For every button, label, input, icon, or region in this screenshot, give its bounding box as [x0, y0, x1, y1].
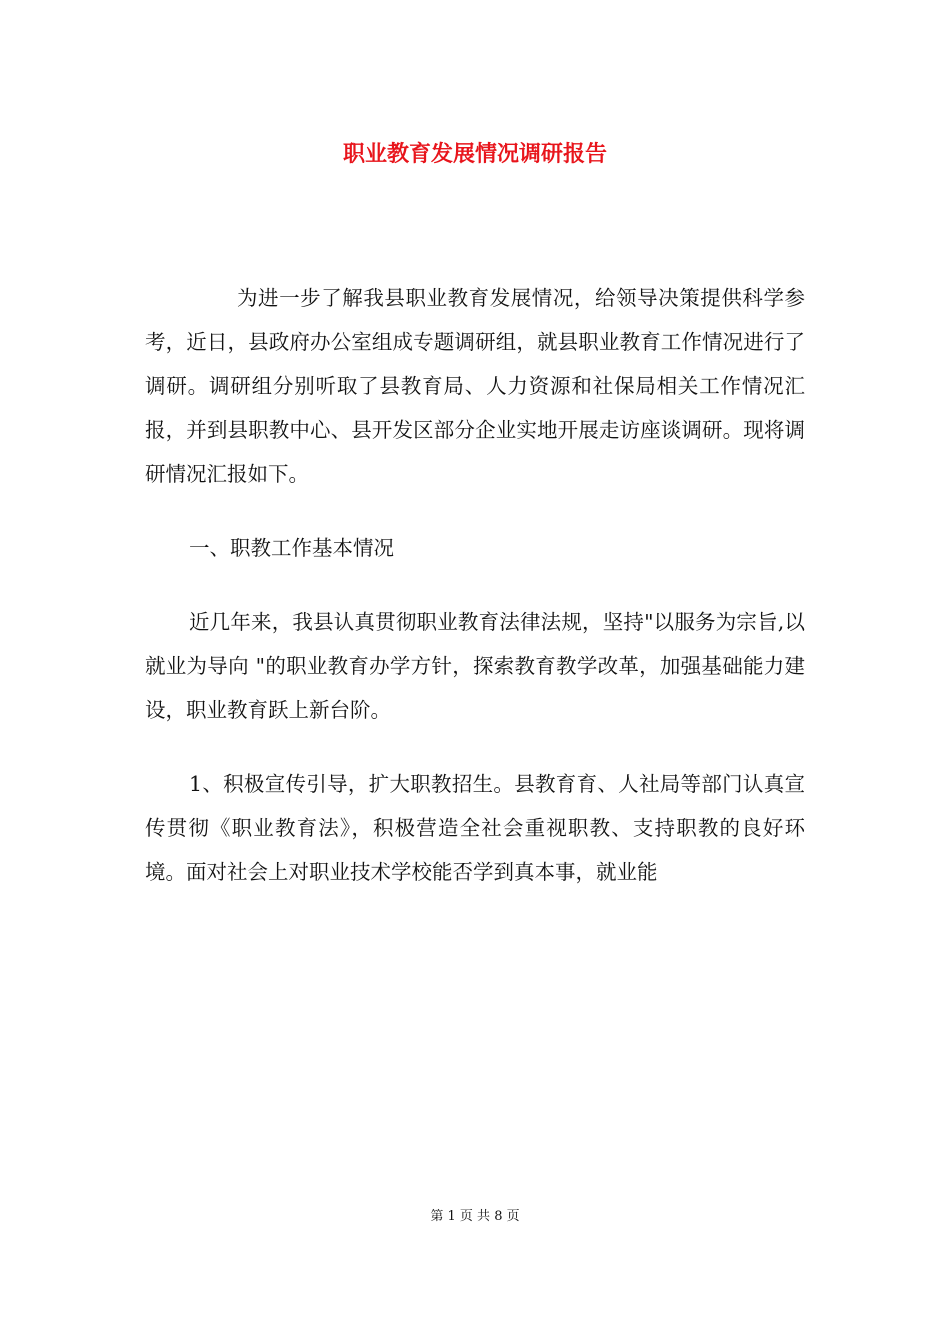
- paragraph-overview: 近几年来，我县认真贯彻职业教育法律法规，坚持"以服务为宗旨,以就业为导向 "的职业教育办学方针，探索教育教学改革，加强基础能力建设，职业教育跃上新台阶。: [145, 610, 805, 722]
- document-title: 职业教育发展情况调研报告: [342, 141, 607, 167]
- page-number-footer: 第 1 页 共 8 页: [430, 1209, 520, 1224]
- paragraph-intro: 为进一步了解我县职业教育发展情况，给领导决策提供科学参考，近日，县政府办公室组成专题调研组，就县职业教育工作情况进行了调研。调研组分别听取了县教育局、人力资源和社保局相关工作情况汇报，并到县职教中心、县开发区部分企业实地开展走访座谈调研。现将调研情况汇报如下。: [145, 286, 805, 486]
- document-body: [145, 276, 805, 924]
- section-heading: 一、职教工作基本情况: [189, 536, 394, 560]
- paragraph-item-1: 1、积极宣传引导，扩大职教招生。县教育育、人社局等部门认真宣传贯彻《职业教育法》，积极营造全社会重视职教、支持职教的良好环境。面对社会上对职业技术学校能否学到真本事，就业能: [145, 772, 805, 884]
